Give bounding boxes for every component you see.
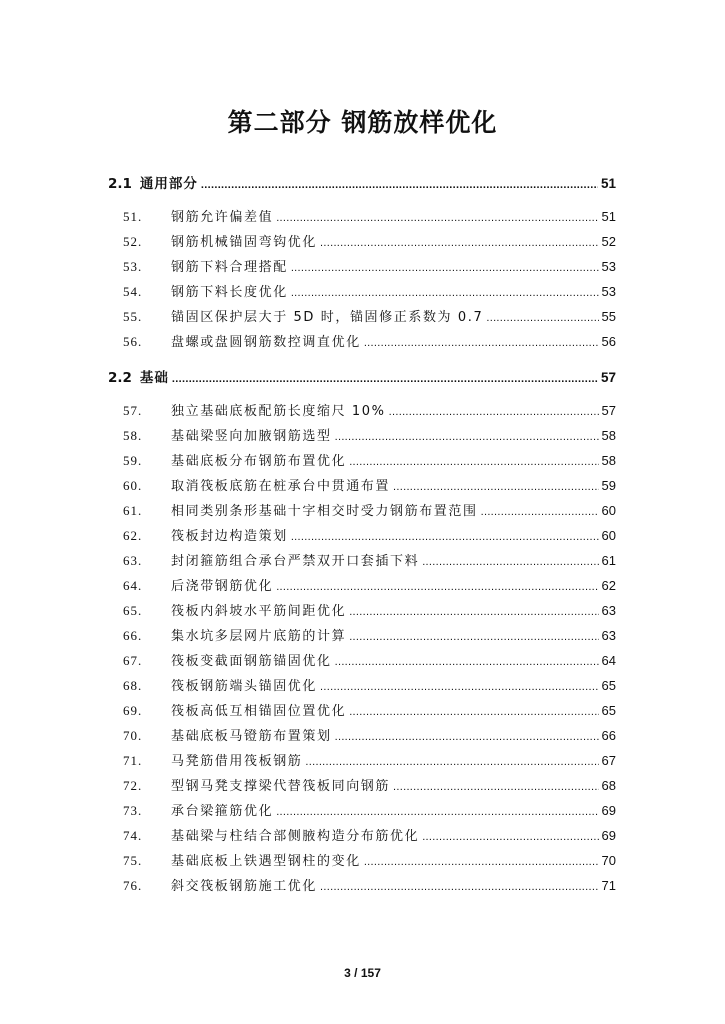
entry-text: 基础底板上铁遇型钢柱的变化: [171, 854, 361, 869]
toc-entry-65[interactable]: [123, 600, 616, 619]
dot-leader: [349, 706, 598, 718]
section-page: 51: [600, 176, 616, 191]
toc-entry-51[interactable]: [123, 206, 616, 225]
entry-number: 58.: [123, 428, 143, 443]
entry-page: 63: [601, 603, 616, 618]
dot-leader: [335, 656, 599, 668]
entry-page: 69: [601, 803, 616, 818]
entry-number: 51.: [123, 209, 143, 224]
dot-leader: [320, 237, 599, 249]
dot-leader: [393, 781, 599, 793]
dot-leader: [422, 556, 598, 568]
dot-leader: [291, 531, 599, 543]
toc-entry-58[interactable]: [123, 425, 616, 444]
toc-entry-71[interactable]: [123, 750, 616, 769]
entry-number: 71.: [123, 753, 143, 768]
entry-text: 钢筋机械锚固弯钩优化: [171, 235, 318, 250]
toc-entry-54[interactable]: [123, 281, 616, 300]
entry-page: 61: [601, 553, 616, 568]
toc-section-2-1[interactable]: [108, 172, 616, 192]
entry-text: 独立基础底板配筋长度缩尺 10%: [171, 404, 386, 419]
entry-page: 55: [601, 309, 616, 324]
entry-page: 53: [601, 259, 616, 274]
toc-entry-75[interactable]: [123, 850, 616, 869]
entry-number: 73.: [123, 803, 143, 818]
toc-entry-74[interactable]: [123, 825, 616, 844]
entry-number: 64.: [123, 578, 143, 593]
entry-text: 承台梁箍筋优化: [171, 804, 274, 819]
entry-text: 后浇带钢筋优化: [171, 579, 274, 594]
entry-number: 72.: [123, 778, 143, 793]
toc-entry-73[interactable]: [123, 800, 616, 819]
entry-page: 58: [601, 428, 616, 443]
entry-number: 66.: [123, 628, 143, 643]
toc-entry-63[interactable]: [123, 550, 616, 569]
entry-page: 60: [601, 528, 616, 543]
dot-leader: [335, 431, 599, 443]
dot-leader: [389, 406, 599, 418]
section-label: 基础: [139, 370, 169, 386]
entry-page: 67: [601, 753, 616, 768]
dot-leader: [349, 456, 598, 468]
entry-text: 相同类别条形基础十字相交时受力钢筋布置范围: [171, 504, 478, 519]
dot-leader: [172, 373, 598, 385]
dot-leader: [364, 856, 599, 868]
entry-text: 筏板钢筋端头锚固优化: [171, 679, 318, 694]
dot-leader: [276, 581, 598, 593]
entry-number: 56.: [123, 334, 143, 349]
entry-text: 封闭箍筋组合承台严禁双开口套插下料: [171, 554, 420, 569]
dot-leader: [422, 831, 598, 843]
toc-entry-57[interactable]: [123, 400, 616, 419]
entry-number: 67.: [123, 653, 143, 668]
toc-entry-59[interactable]: [123, 450, 616, 469]
entry-page: 69: [601, 828, 616, 843]
toc-entry-64[interactable]: [123, 575, 616, 594]
toc-entry-61[interactable]: [123, 500, 616, 519]
entry-number: 76.: [123, 878, 143, 893]
section-number: 2.2: [108, 370, 132, 386]
entry-page: 62: [601, 578, 616, 593]
entry-text: 钢筋下料合理搭配: [171, 260, 288, 275]
entry-number: 70.: [123, 728, 143, 743]
entry-text: 钢筋下料长度优化: [171, 285, 288, 300]
toc-entry-52[interactable]: [123, 231, 616, 250]
entry-page: 53: [601, 284, 616, 299]
toc-entry-53[interactable]: [123, 256, 616, 275]
dot-leader: [276, 212, 598, 224]
entry-number: 57.: [123, 403, 143, 418]
dot-leader: [349, 606, 598, 618]
entry-number: 52.: [123, 234, 143, 249]
entry-number: 55.: [123, 309, 143, 324]
toc-entry-55[interactable]: [123, 306, 616, 325]
dot-leader: [364, 337, 599, 349]
entry-text: 基础底板马镫筋布置策划: [171, 729, 332, 744]
entry-page: 60: [601, 503, 616, 518]
toc-entry-60[interactable]: [123, 475, 616, 494]
entry-text: 钢筋允许偏差值: [171, 210, 274, 225]
entry-number: 74.: [123, 828, 143, 843]
toc-section-2-2[interactable]: [108, 366, 616, 386]
entry-text: 筏板高低互相锚固位置优化: [171, 704, 347, 719]
entry-number: 68.: [123, 678, 143, 693]
entry-number: 69.: [123, 703, 143, 718]
dot-leader: [291, 287, 599, 299]
entry-text: 基础底板分布钢筋布置优化: [171, 454, 347, 469]
entry-page: 71: [601, 878, 616, 893]
entry-page: 66: [601, 728, 616, 743]
entry-text: 取消筏板底筋在桩承台中贯通布置: [171, 479, 391, 494]
entry-number: 65.: [123, 603, 143, 618]
entry-page: 51: [601, 209, 616, 224]
dot-leader: [276, 806, 598, 818]
entry-number: 61.: [123, 503, 143, 518]
toc-entry-72[interactable]: [123, 775, 616, 794]
entry-page: 68: [601, 778, 616, 793]
entry-text: 马凳筋借用筏板钢筋: [171, 754, 303, 769]
entry-text: 筏板封边构造策划: [171, 529, 288, 544]
entry-page: 59: [601, 478, 616, 493]
dot-leader: [305, 756, 598, 768]
entry-number: 54.: [123, 284, 143, 299]
dot-leader: [393, 481, 599, 493]
entry-text: 集水坑多层网片底筋的计算: [171, 629, 347, 644]
entry-text: 锚固区保护层大于 5D 时，锚固修正系数为 0.7: [171, 310, 484, 325]
dot-leader: [320, 881, 599, 893]
entry-text: 筏板变截面钢筋锚固优化: [171, 654, 332, 669]
toc-entry-56[interactable]: [123, 331, 616, 350]
entry-number: 59.: [123, 453, 143, 468]
entry-page: 63: [601, 628, 616, 643]
entry-number: 53.: [123, 259, 143, 274]
current-page-number: 3: [344, 966, 351, 980]
toc-entry-68[interactable]: [123, 675, 616, 694]
toc-entry-67[interactable]: [123, 650, 616, 669]
entry-text: 基础梁竖向加腋钢筋选型: [171, 429, 332, 444]
entry-page: 65: [601, 703, 616, 718]
entry-page: 65: [601, 678, 616, 693]
toc-entry-70[interactable]: [123, 725, 616, 744]
entry-page: 52: [601, 234, 616, 249]
page-footer: [0, 966, 725, 980]
toc-entry-66[interactable]: [123, 625, 616, 644]
dot-leader: [335, 731, 599, 743]
entry-page: 57: [601, 403, 616, 418]
entry-number: 63.: [123, 553, 143, 568]
toc-entry-62[interactable]: [123, 525, 616, 544]
toc-entry-76[interactable]: [123, 875, 616, 894]
section-page: 57: [600, 370, 616, 385]
entry-number: 62.: [123, 528, 143, 543]
entry-text: 筏板内斜坡水平筋间距优化: [171, 604, 347, 619]
entry-text: 盘螺或盘圆钢筋数控调直优化: [171, 335, 361, 350]
entry-text: 基础梁与柱结合部侧腋构造分布筋优化: [171, 829, 420, 844]
section-label: 通用部分: [139, 176, 198, 192]
entry-page: 56: [601, 334, 616, 349]
entry-page: 64: [601, 653, 616, 668]
dot-leader: [320, 681, 599, 693]
dot-leader: [481, 506, 599, 518]
entry-text: 斜交筏板钢筋施工优化: [171, 879, 318, 894]
entry-number: 75.: [123, 853, 143, 868]
section-number: 2.1: [108, 176, 132, 192]
entry-text: 型钢马凳支撑梁代替筏板同向钢筋: [171, 779, 391, 794]
entry-page: 70: [601, 853, 616, 868]
page-title: 第二部分 钢筋放样优化: [227, 108, 498, 137]
page-separator: /: [354, 966, 358, 980]
toc-entry-69[interactable]: [123, 700, 616, 719]
dot-leader: [486, 312, 598, 324]
total-page-count: 157: [360, 966, 381, 980]
entry-page: 58: [601, 453, 616, 468]
dot-leader: [349, 631, 598, 643]
dot-leader: [291, 262, 599, 274]
dot-leader: [201, 179, 598, 191]
entry-number: 60.: [123, 478, 143, 493]
